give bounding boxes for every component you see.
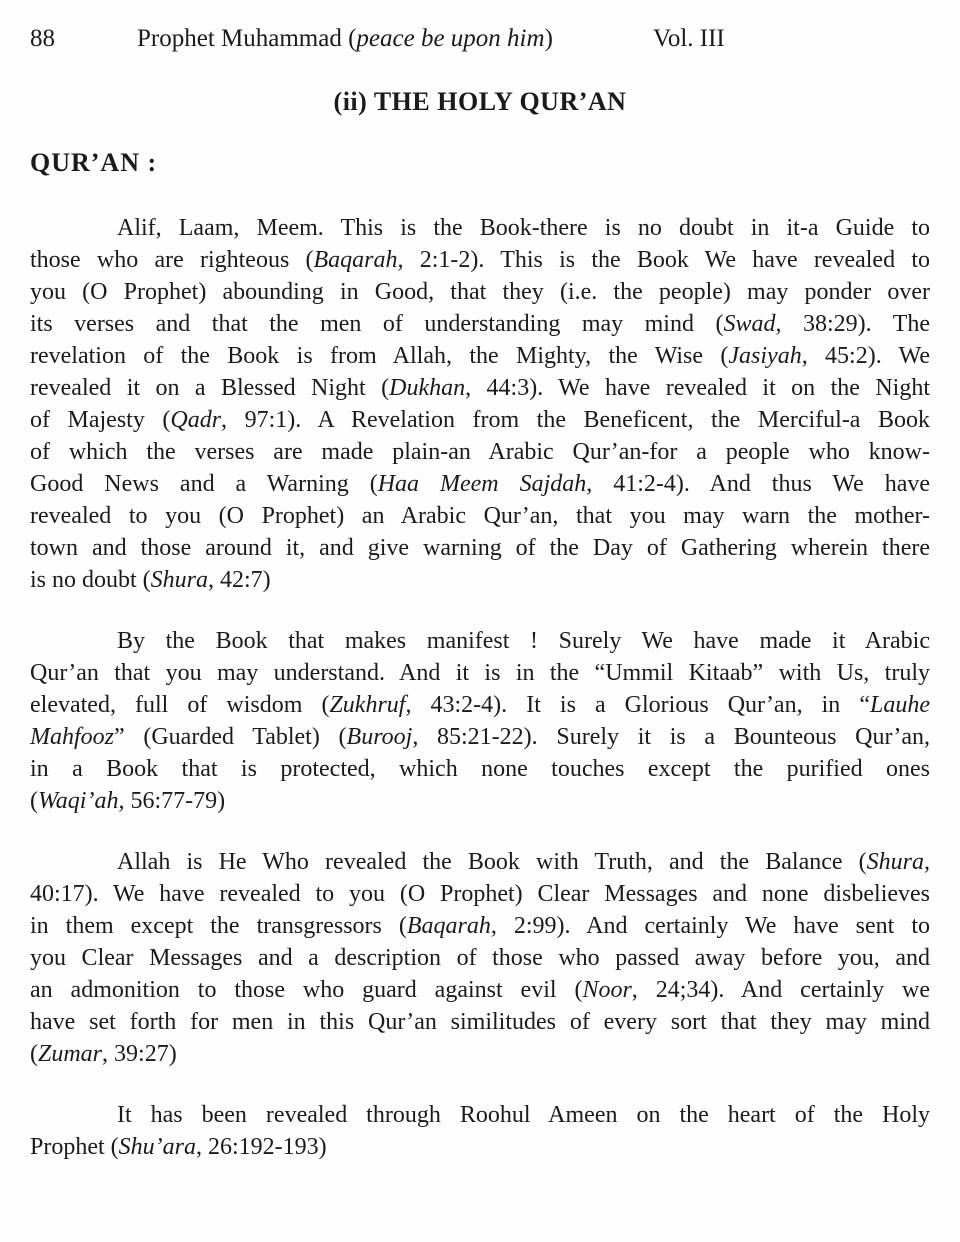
text-line (30, 942, 930, 974)
text-line (30, 1099, 930, 1131)
text-segment: , 41:2-4). And thus We have (586, 471, 930, 497)
text-line (30, 785, 930, 817)
text-segment: of Majesty ( (30, 407, 171, 433)
text-segment: have set forth for men in this Qur’an similitudes of every sort that they may mind (30, 1009, 930, 1035)
surah-reference: Jasiyah (728, 343, 802, 369)
text-line (30, 372, 930, 404)
paragraph (30, 212, 930, 596)
text-line (30, 212, 930, 244)
paragraph (30, 846, 930, 1070)
surah-reference: Lauhe (870, 692, 930, 718)
surah-reference: Baqarah (406, 913, 491, 939)
surah-reference: Haa Meem Sajdah (377, 471, 587, 497)
surah-reference: Dukhan (389, 375, 466, 401)
text-segment: revealed it on a Blessed Night ( (30, 375, 390, 401)
text-line (30, 974, 930, 1006)
running-title-italic: peace be upon him (356, 25, 545, 52)
running-title (137, 22, 553, 56)
text-line (30, 721, 930, 753)
paragraph (30, 625, 930, 817)
surah-reference: Shu’ara (118, 1134, 196, 1160)
text-line (30, 1131, 930, 1163)
running-title-prefix: Prophet Muhammad ( (137, 25, 357, 52)
text-line (30, 657, 930, 689)
running-title-suffix: ) (544, 25, 553, 52)
text-line (30, 436, 930, 468)
text-segment: of which the verses are made plain-an Arabic Qur’an-for a people who know- (30, 439, 930, 465)
text-line (30, 500, 930, 532)
text-segment: , 44:3). We have revealed it on the Night (465, 375, 931, 401)
text-segment: , 97:1). A Revelation from the Beneficent, the Merciful-a Book (221, 407, 930, 433)
text-line (30, 878, 930, 910)
text-segment: Allah is He Who revealed the Book with Truth, and the Balance ( (117, 849, 867, 875)
surah-reference: Shura, (866, 849, 930, 875)
text-segment: revealed to you (O Prophet) an Arabic Qur’an, that you may warn the mother- (30, 503, 930, 529)
text-line (30, 564, 930, 596)
text-segment: 43:2-4). It is a Glorious Qur’an, in “ (411, 692, 870, 718)
volume-label: Vol. III (653, 25, 725, 52)
text-segment: , 85:21-22). Surely it is a Bounteous Qur’an, (412, 724, 930, 750)
text-line (30, 689, 930, 721)
text-segment: is no doubt ( (30, 567, 151, 593)
text-segment: ( (30, 1041, 38, 1067)
text-segment: By the Book that makes manifest ! Surely We have made it Arabic (117, 628, 930, 654)
surah-reference: Mahfooz (30, 724, 114, 750)
surah-reference: Qadr (170, 407, 222, 433)
text-segment: , 42:7) (208, 567, 271, 593)
surah-reference: Swad (723, 311, 776, 337)
text-line (30, 1038, 930, 1070)
surah-reference: Shura (150, 567, 209, 593)
text-segment: 56:77-79) (124, 788, 226, 814)
text-line (30, 846, 930, 878)
running-header (0, 22, 960, 56)
text-line (30, 308, 930, 340)
surah-reference: Noor (582, 977, 632, 1003)
text-line (30, 1006, 930, 1038)
surah-reference: Waqi’ah, (38, 788, 125, 814)
text-segment: , 38:29). The (775, 311, 931, 337)
text-segment: in a Book that is protected, which none touches except the purified ones (30, 756, 930, 782)
text-segment: , 39:27) (102, 1041, 177, 1067)
text-segment: Good News and a Warning ( (30, 471, 378, 497)
text-line (30, 532, 930, 564)
text-segment: ” (Guarded Tablet) ( (114, 724, 347, 750)
text-line (30, 910, 930, 942)
text-line (30, 625, 930, 657)
text-segment: you Clear Messages and a description of those who passed away before you, and (30, 945, 930, 971)
text-segment: its verses and that the men of understanding may mind ( (30, 311, 724, 337)
text-segment: , 45:2). We (801, 343, 930, 369)
text-segment: elevated, full of wisdom ( (30, 692, 330, 718)
paragraph (30, 1099, 930, 1163)
page-number: 88 (30, 25, 55, 52)
surah-reference: Zumar (38, 1041, 103, 1067)
text-segment: in them except the transgressors ( (30, 913, 407, 939)
subject-heading: QUR’AN : (30, 148, 158, 177)
text-segment: Prophet ( (30, 1134, 119, 1160)
text-line (30, 753, 930, 785)
surah-reference: Burooj (346, 724, 413, 750)
surah-reference: Zukhruf, (329, 692, 412, 718)
section-title: (ii) THE HOLY QUR’AN (333, 87, 627, 116)
text-segment: , 26:192-193) (196, 1134, 327, 1160)
text-line (30, 404, 930, 436)
text-segment: 2:1-2). This is the Book We have revealed to (403, 247, 930, 273)
text-segment: , 2:99). And certainly We have sent to (490, 913, 930, 939)
text-segment: , 24;34). And certainly we (631, 977, 930, 1003)
text-line (30, 340, 930, 372)
text-segment: Alif, Laam, Meem. This is the Book-there is no doubt in it-a Guide to (117, 215, 930, 241)
text-line (30, 276, 930, 308)
text-segment: those who are righteous ( (30, 247, 314, 273)
text-segment: you (O Prophet) abounding in Good, that they (i.e. the people) may ponder over (30, 279, 930, 305)
text-segment: town and those around it, and give warning of the Day of Gathering wherein there (30, 535, 930, 561)
text-line (30, 468, 930, 500)
body-text (30, 212, 930, 1163)
text-line (30, 244, 930, 276)
text-segment: revelation of the Book is from Allah, the Mighty, the Wise ( (30, 343, 729, 369)
text-segment: ( (30, 788, 38, 814)
text-segment: 40:17). We have revealed to you (O Prophet) Clear Messages and none disbelieves (30, 881, 930, 907)
text-segment: an admonition to those who guard against evil ( (30, 977, 583, 1003)
text-segment: It has been revealed through Roohul Ameen on the heart of the Holy (117, 1102, 930, 1128)
text-segment: Qur’an that you may understand. And it is in the “Ummil Kitaab” with Us, truly (30, 660, 930, 686)
surah-reference: Baqarah, (313, 247, 404, 273)
